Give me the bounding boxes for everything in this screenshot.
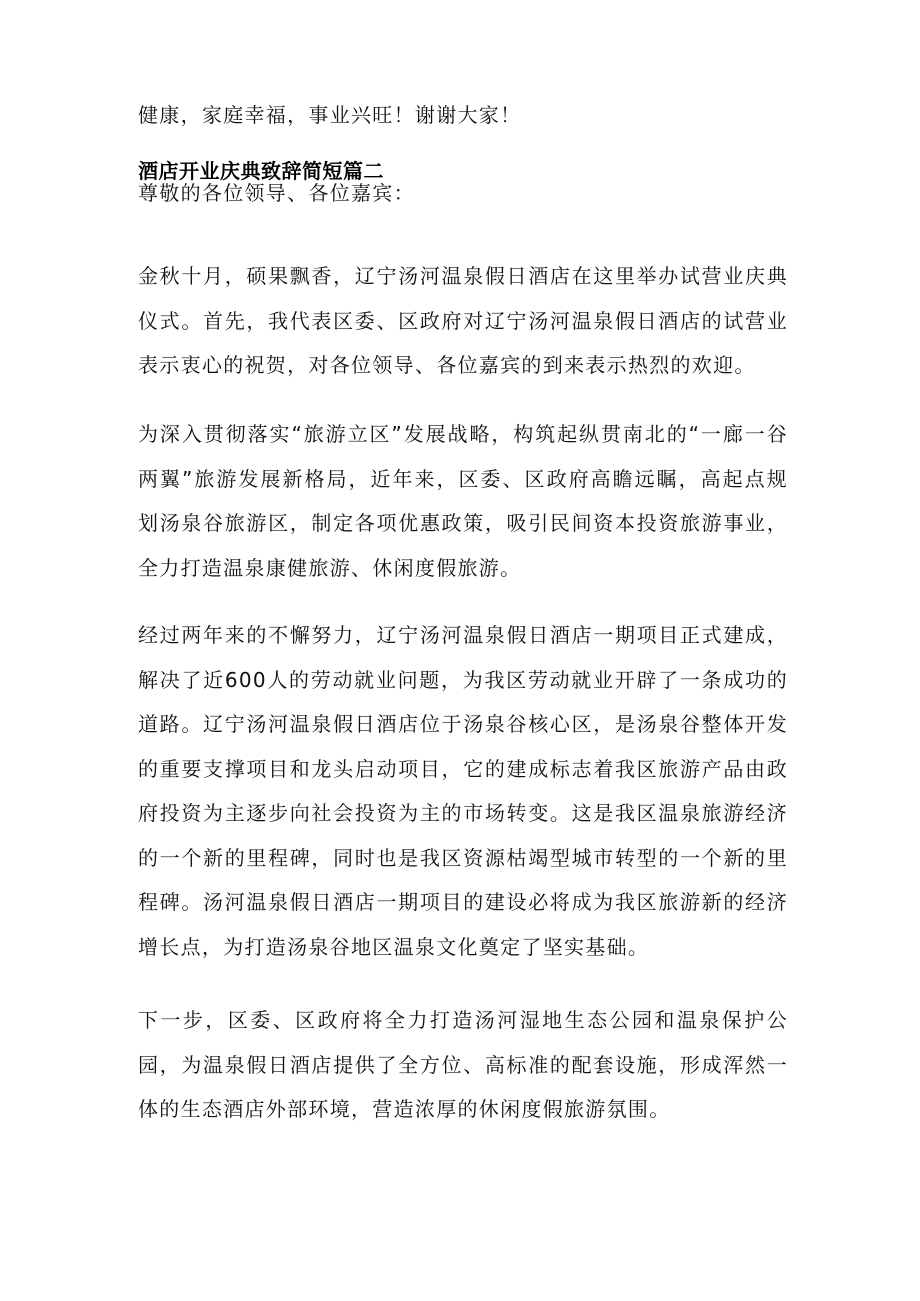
paragraph-4: 下一步，区委、区政府将全力打造汤河湿地生态公园和温泉保护公园，为温泉假日酒店提供了全方位、高标准的配套设施，形成浑然一体的生态酒店外部环境，营造浓厚的休闲度假旅游氛围。 bbox=[138, 1008, 788, 1121]
closing-line: 健康，家庭幸福，事业兴旺！谢谢大家！ bbox=[138, 103, 522, 127]
salutation: 尊敬的各位领导、各位嘉宾： bbox=[138, 181, 415, 205]
paragraph-2: 为深入贯彻落实“旅游立区”发展战略，构筑起纵贯南北的“一廊一谷两翼”旅游发展新格局，近年来，区委、区政府高瞻远瞩，高起点规划汤泉谷旅游区，制定各项优惠政策，吸引民间资本投资旅游事业，全力打造温泉康健旅游、休闲度假旅游。 bbox=[138, 422, 788, 580]
paragraph-3: 经过两年来的不懈努力，辽宁汤河温泉假日酒店一期项目正式建成，解决了近600人的劳动就业问题，为我区劳动就业开辟了一条成功的道路。辽宁汤河温泉假日酒店位于汤泉谷核心区，是汤泉谷整体开发的重要支撑项目和龙头启动项目，它的建成标志着我区旅游产品由政府投资为主逐步向社会投资为主的市场转变。这是我区温泉旅游经济的一个新的里程碑，同时也是我区资源枯竭型城市转型的一个新的里程碑。汤河温泉假日酒店一期项目的建设必将成为我区旅游新的经济增长点，为打造汤泉谷地区温泉文化奠定了坚实基础。 bbox=[138, 623, 788, 959]
section-title: 酒店开业庆典致辞简短篇二 bbox=[138, 159, 384, 183]
paragraph-1: 金秋十月，硕果飘香，辽宁汤河温泉假日酒店在这里举办试营业庆典仪式。首先，我代表区委、区政府对辽宁汤河温泉假日酒店的试营业表示衷心的祝贺，对各位领导、各位嘉宾的到来表示热烈的欢迎。 bbox=[138, 264, 788, 377]
